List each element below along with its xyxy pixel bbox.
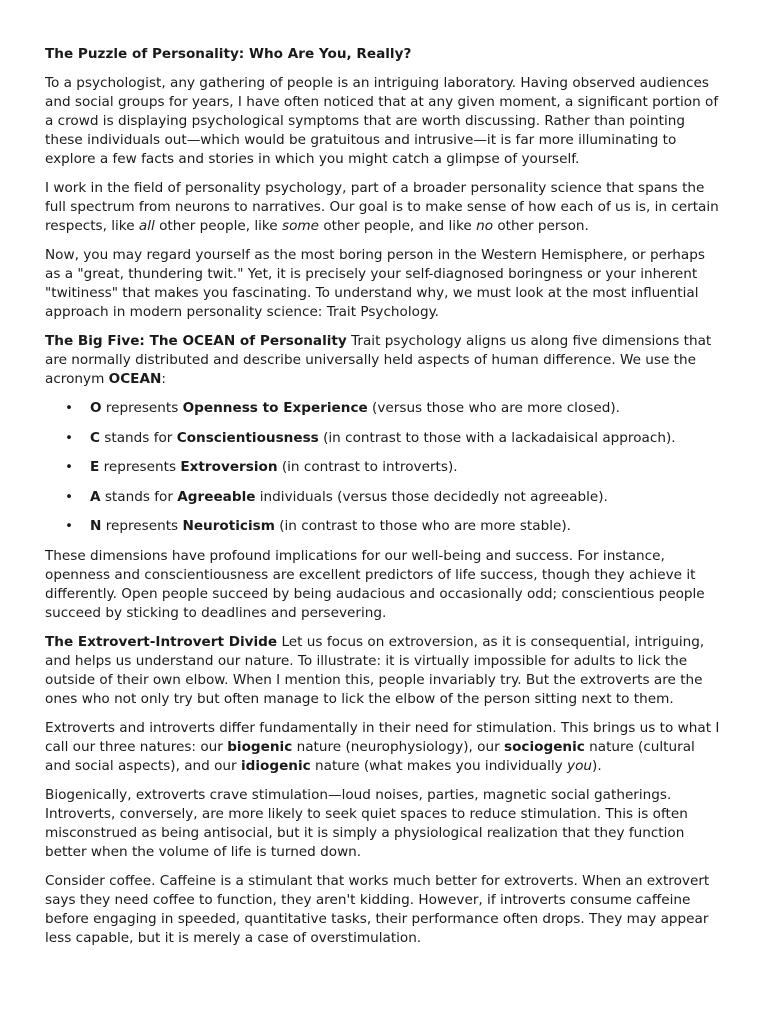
field-text-2: other people, like [154, 218, 282, 234]
trait-description: individuals (versus those decidedly not agreeable). [255, 488, 608, 505]
emphasis-no: no [476, 218, 494, 234]
trait-name: Conscientiousness [176, 429, 319, 446]
big-five-heading: The Big Five: The OCEAN of Personality [45, 333, 347, 349]
list-item-extroversion [45, 458, 723, 477]
trait-description: (in contrast to introverts). [277, 459, 458, 475]
term-sociogenic: sociogenic [503, 738, 585, 755]
intro-text: To a psychologist, any gathering of people is an intriguing laboratory. Having observed audiences and social groups for years, I have often noticed that at any given moment, a significant portion of a crowd is displaying psychological symptoms that are worth discussing. Rather than pointing these individuals out—which would be gratuitous and intrusive—it is far more illuminating to explore a few facts and stories in which you might catch a glimpse of yourself. [45, 75, 719, 167]
natures-text-4: nature (what makes you individually [310, 757, 568, 774]
trait-name: Neuroticism [182, 518, 275, 534]
emphasis-all: all [138, 218, 155, 234]
field-text-1: I work in the field of personality psychology, part of a broader personality science that spans the full spectrum from neurons to narratives. Our goal is to make sense of how each of us is, in certain respects, like [45, 180, 719, 234]
big-five-paragraph [45, 332, 723, 389]
boring-text: Now, you may regard yourself as the most boring person in the Western Hemisphere, or perhaps as a "great, thundering twit." Yet, it is precisely your self-diagnosed boringness or your inherent "twitiness" that makes you fascinating. To understand why, we must look at the most influential approach in modern personality science: Trait Psychology. [45, 247, 705, 320]
natures-text-3: nature (cultural and social aspects), and our [45, 738, 695, 774]
divide-heading: The Extrovert-Introvert Divide [45, 633, 278, 650]
implications-paragraph [45, 547, 723, 623]
ocean-acronym: OCEAN [108, 371, 162, 387]
field-paragraph [45, 179, 723, 236]
natures-paragraph [45, 719, 723, 776]
emphasis-you: you [567, 757, 593, 774]
list-item-neuroticism [45, 517, 723, 536]
big-five-text: Trait psychology aligns us along five dimensions that are normally distributed and describe universally held aspects of human difference. We use the acronym [45, 333, 712, 387]
trait-letter: N [90, 518, 102, 534]
biogenic-text: Biogenically, extroverts crave stimulation—loud noises, parties, magnetic social gatherings. Introverts, conversely, are more likely to seek quiet spaces to reduce stimulation. This is often misconstrued as being antisocial, but it is simply a physiological realization that they function better when the volume of life is turned down. [45, 786, 688, 860]
divide-paragraph [45, 633, 723, 709]
trait-letter: A [90, 488, 101, 505]
trait-verb: represents [99, 459, 181, 475]
divide-text: Let us focus on extroversion, as it is consequential, intriguing, and helps us understand our nature. To illustrate: it is virtually impossible for adults to lick the outside of their own elbow. When I mention this, people invariably try. But the extroverts are the ones who not only try but often manage to lick the elbow of the person sitting next to them. [45, 633, 705, 707]
implications-text: These dimensions have profound implications for our well-being and success. For instance, openness and conscientiousness are excellent predictors of life success, though they achieve it differently. Open people succeed by being audacious and occasionally odd; conscientious people succeed by sticking to deadlines and persevering. [45, 547, 705, 621]
trait-description: (in contrast to those with a lackadaisical approach). [318, 429, 676, 446]
document-title: The Puzzle of Personality: Who Are You, Really? [45, 46, 412, 62]
biogenic-paragraph [45, 786, 723, 862]
ocean-trait-list [45, 399, 723, 536]
big-five-colon: : [161, 371, 166, 387]
term-idiogenic: idiogenic [240, 757, 311, 774]
boring-paragraph [45, 246, 723, 322]
trait-letter: C [90, 429, 100, 446]
trait-letter: E [90, 459, 100, 475]
intro-paragraph [45, 74, 723, 169]
coffee-paragraph [45, 872, 723, 948]
trait-name: Extroversion [180, 459, 278, 475]
trait-verb: stands for [100, 488, 178, 505]
field-text-3: other people, and like [319, 218, 477, 234]
trait-name: Agreeable [177, 488, 256, 505]
emphasis-some: some [281, 218, 319, 234]
trait-verb: represents [101, 518, 183, 534]
trait-verb: stands for [99, 429, 177, 446]
field-text-4: other person. [493, 218, 589, 234]
coffee-text: Consider coffee. Caffeine is a stimulant that works much better for extroverts. When an extrovert says they need coffee to function, they aren't kidding. However, if introverts consume caffeine before engaging in speeded, quantitative tasks, their performance often drops. They may appear less capable, but it is merely a case of overstimulation. [45, 872, 710, 946]
list-item-conscientiousness [45, 429, 723, 448]
trait-description: (versus those who are more closed). [367, 400, 620, 416]
natures-text-5: ). [592, 757, 602, 774]
trait-verb: represents [101, 400, 183, 416]
trait-letter: O [90, 400, 102, 416]
natures-text-1: Extroverts and introverts differ fundamentally in their need for stimulation. This brings us to what I call our three natures: our [45, 719, 720, 755]
list-item-openness [45, 399, 723, 418]
term-biogenic: biogenic [227, 738, 293, 755]
list-item-agreeable [45, 488, 723, 507]
trait-description: (in contrast to those who are more stable). [274, 518, 571, 534]
trait-name: Openness to Experience [182, 400, 368, 416]
natures-text-2: nature (neurophysiology), our [292, 738, 504, 755]
